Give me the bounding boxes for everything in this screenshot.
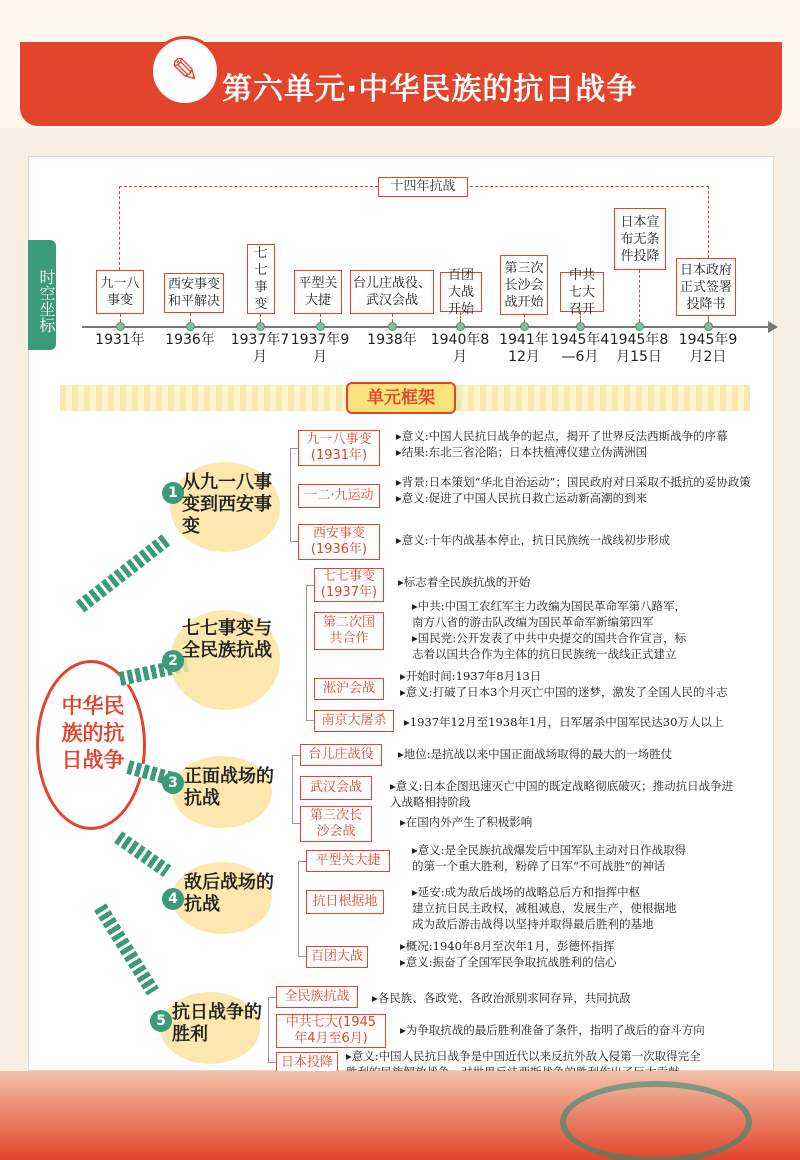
- timeline-event-date: 1945年9月2日: [678, 332, 738, 365]
- section-number-badge: 2: [162, 650, 184, 672]
- section-title: 抗日战争的胜利: [172, 1002, 262, 1045]
- section-number-badge: 1: [162, 482, 184, 504]
- node-description: [412, 842, 770, 874]
- timeline-dot: [456, 322, 465, 331]
- description-line: ▸意义:十年内战基本停止，抗日民族统一战线初步形成: [396, 533, 671, 547]
- timeline-dot: [186, 322, 195, 331]
- timeline-event-box: 九一八事变: [96, 270, 144, 314]
- description-line: 入战略相持阶段: [390, 795, 471, 809]
- node-description: [412, 598, 770, 662]
- fourteen-year-span-label: 十四年抗战: [378, 177, 468, 197]
- timeline-event-date: 1938年: [367, 332, 417, 348]
- timeline-stem: [392, 314, 393, 322]
- timeline-event-date: 1937年7月: [230, 332, 290, 365]
- timeline-event-date: 1941年12月: [499, 332, 549, 365]
- section-node: 中共七大(1945年4月至6月): [276, 1014, 386, 1048]
- section-node: 一二·九运动: [298, 484, 380, 508]
- description-line: 建立抗日民主政权，减租减息，发展生产，使根据地: [412, 901, 677, 915]
- description-line: ▸背景:日本策划“华北自治运动”；国民政府对日采取不抵抗的妥协政策: [396, 475, 751, 489]
- description-line: ▸中共:中国工农红军主力改编为国民革命军第八路军，: [412, 599, 687, 613]
- section-node: 第三次长沙会战: [300, 806, 372, 842]
- section-node: 全民族抗战: [276, 986, 358, 1008]
- timeline-event-date: 1937年9月: [290, 332, 350, 365]
- timeline-stem: [190, 313, 191, 322]
- node-description: [396, 474, 766, 506]
- section-number-badge: 4: [162, 888, 184, 910]
- timeline-dot: [635, 322, 644, 331]
- node-description: [412, 884, 770, 932]
- timeline-event-date: 1931年: [95, 332, 145, 348]
- description-line: ▸在国内外产生了积极影响: [400, 815, 533, 829]
- section-bracket: [268, 997, 276, 1063]
- timeline-stem: [120, 314, 121, 322]
- node-description: [396, 532, 766, 548]
- section-node: 平型关大捷: [306, 850, 390, 872]
- node-description: [372, 990, 742, 1006]
- section-title: 敌后战场的抗战: [184, 872, 274, 915]
- description-line: 志着以国共合作为主体的抗日民族统一战线正式建立: [412, 647, 677, 661]
- description-line: 南方八省的游击队改编为国民革命军新编第四军: [412, 615, 654, 629]
- section-node: 百团大战: [306, 946, 368, 968]
- timeline-stem: [260, 314, 261, 322]
- node-description: [398, 746, 768, 762]
- section-number-badge: 3: [162, 772, 184, 794]
- section-node: 淞沪会战: [314, 678, 384, 700]
- section-bracket: [290, 448, 298, 542]
- timeline-side-label: 时空坐标: [28, 240, 56, 350]
- timeline-event-box: 西安事变和平解决: [164, 273, 224, 313]
- description-line: ▸结果:东北三省沦陷；日本扶植溥仪建立伪满洲国: [396, 445, 648, 459]
- section-title: 正面战场的抗战: [184, 766, 274, 809]
- timeline-event-date: 1945年4—6月: [550, 332, 610, 365]
- timeline-event-box: 日本政府正式签署投降书: [676, 258, 736, 316]
- node-description: [390, 778, 760, 810]
- description-line: ▸地位:是抗战以来中国正面战场取得的最大的一场胜仗: [398, 747, 673, 761]
- description-line: ▸1937年12月至1938年1月，日军屠杀中国军民达30万人以上: [404, 715, 724, 729]
- description-line: ▸国民党:公开发表了中共中央提交的国共合作宣言，标: [412, 631, 687, 645]
- node-description: [400, 938, 770, 970]
- description-line: ▸意义:中国人民抗日战争的起点，揭开了世界反法西斯战争的序幕: [396, 429, 728, 443]
- section-node: 第二次国共合作: [314, 612, 384, 650]
- section-node: 南京大屠杀: [314, 710, 394, 732]
- description-line: ▸概况:1940年8月至次年1月，彭德怀指挥: [400, 939, 615, 953]
- description-line: ▸意义:打破了日本3个月灭亡中国的迷梦，激发了全国人民的斗志: [400, 685, 728, 699]
- section-node: 抗日根据地: [306, 890, 384, 914]
- description-line: ▸为争取抗战的最后胜利准备了条件，指明了战后的奋斗方向: [400, 1023, 705, 1037]
- section-node: 台儿庄战役: [300, 744, 382, 766]
- timeline-event-date: 1936年: [165, 332, 215, 348]
- timeline-event-box: 第三次长沙会战开始: [500, 255, 548, 315]
- center-topic: 中华民族的抗日战争: [61, 694, 125, 772]
- timeline-dot: [388, 322, 397, 331]
- timeline-arrow-icon: [768, 321, 778, 333]
- mascot-icon: ✎: [150, 36, 220, 106]
- bottom-decoration: [0, 1071, 800, 1160]
- section-title: 从九一八事变到西安事变: [182, 472, 272, 537]
- timeline-stem: [639, 270, 640, 322]
- description-line: ▸各民族、各政党、各政治派别求同存异，共同抗敌: [372, 991, 631, 1005]
- node-description: [398, 574, 768, 590]
- section-title: 七七事变与全民族抗战: [182, 618, 272, 661]
- node-description: [400, 814, 770, 830]
- section-number-badge: 5: [150, 1010, 172, 1032]
- timeline-event-box: 平型关大捷: [294, 270, 342, 314]
- timeline-stem: [524, 315, 525, 322]
- timeline-dot: [520, 322, 529, 331]
- description-line: ▸意义:中国人民抗日战争是中国近代以来反抗外敌入侵第一次取得完全: [346, 1049, 701, 1063]
- description-line: ▸意义:振奋了全国军民争取抗战胜利的信心: [400, 955, 617, 969]
- timeline-stem: [320, 314, 321, 322]
- section-bracket: [306, 585, 314, 721]
- description-line: 的第一个重大胜利，粉碎了日军“不可战胜”的神话: [412, 859, 666, 873]
- timeline-dot: [576, 322, 585, 331]
- frame-title: 单元框架: [346, 382, 456, 414]
- timeline-stem: [580, 312, 581, 322]
- timeline-event-date: 1945年8月15日: [609, 332, 669, 365]
- timeline-event-box: 百团大战开始: [440, 272, 482, 312]
- section-node: 九一八事变(1931年): [298, 430, 380, 466]
- description-line: ▸意义:是全民族抗战爆发后中国军队主动对日作战取得: [412, 843, 687, 857]
- timeline-stem: [460, 312, 461, 322]
- node-description: [400, 1022, 770, 1038]
- description-line: ▸意义:促进了中国人民抗日救亡运动新高潮的到来: [396, 491, 648, 505]
- description-line: ▸开始时间:1937年8月13日: [400, 669, 542, 683]
- description-line: ▸意义:日本企图迅速灭亡中国的既定战略彻底破灭；推动抗日战争进: [390, 779, 734, 793]
- timeline-event-box: 台儿庄战役、武汉会战: [350, 270, 434, 314]
- section-node: 武汉会战: [300, 776, 372, 800]
- description-line: ▸延安:成为敌后战场的战略总后方和指挥中枢: [412, 885, 641, 899]
- description-line: 成为敌后游击战得以坚持并取得最后胜利的基地: [412, 917, 654, 931]
- section-node: 七七事变(1937年): [314, 568, 384, 602]
- timeline-event-box: 七七事变: [247, 244, 275, 314]
- timeline-event-box: 中共七大召开: [560, 272, 604, 312]
- page-header: [0, 0, 800, 128]
- page-title: 第六单元·中华民族的抗日战争: [222, 72, 638, 107]
- timeline-dot: [256, 322, 265, 331]
- timeline-dot: [704, 322, 713, 331]
- section-bracket: [292, 755, 300, 824]
- node-description: [400, 668, 770, 700]
- timeline-event-box: 日本宣布无条件投降: [614, 208, 666, 270]
- section-node: 日本投降: [276, 1052, 338, 1074]
- node-description: [404, 714, 770, 730]
- section-node: 西安事变(1936年): [298, 524, 380, 560]
- timeline-dot: [316, 322, 325, 331]
- timeline-event-date: 1940年8月: [430, 332, 490, 365]
- description-line: ▸标志着全民族抗战的开始: [398, 575, 531, 589]
- node-description: [396, 428, 766, 460]
- timeline-dot: [116, 322, 125, 331]
- section-bracket: [298, 861, 306, 957]
